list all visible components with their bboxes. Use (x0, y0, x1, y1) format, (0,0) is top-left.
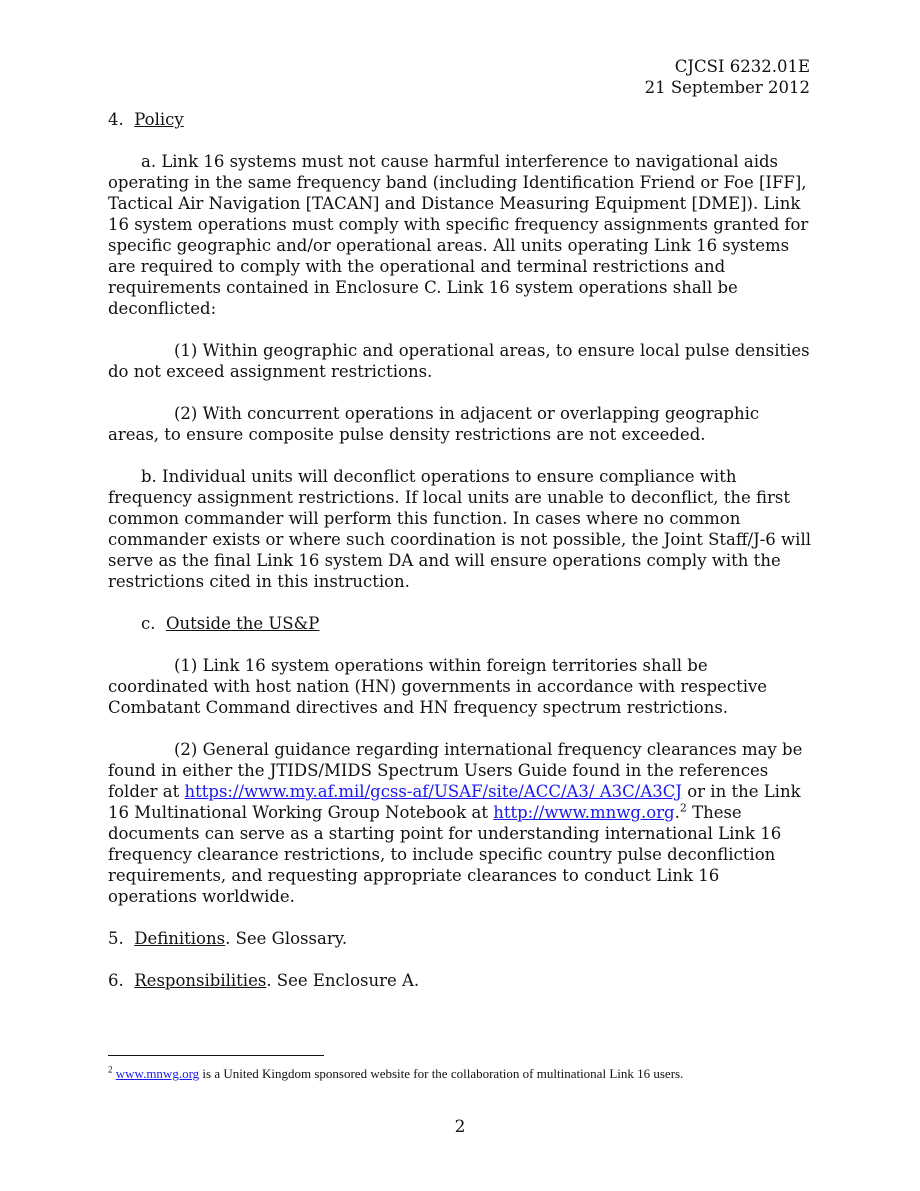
section-5-title: Definitions (134, 929, 226, 948)
section-6-title: Responsibilities (134, 971, 267, 990)
paragraph-4c2-text-4: These documents can serve as a starting point for understanding international Link 16 frequency clearance restrictions, to include specific country pulse deconfliction requirements, and requesting appropriate clearances to conduct Link 16 operations worldwide. (108, 803, 782, 906)
document-id: CJCSI 6232.01E (674, 57, 810, 76)
section-6-text: . See Enclosure A. (266, 971, 420, 990)
paragraph-4c2-text-1: (2) General guidance regarding international frequency clearances may be found in either the JTIDS/MIDS Spectrum Users Guide found in the references folder at (108, 740, 803, 801)
paragraph-4a1: (1) Within geographic and operational areas, to ensure local pulse densities do not exceed assignment restrictions. (108, 341, 810, 381)
footnote-mnwg-link[interactable]: www.mnwg.org (115, 1066, 200, 1081)
section-5-number: 5. (108, 929, 124, 948)
section-6 (108, 970, 813, 991)
footnote-marker: 2 (108, 1064, 113, 1075)
paragraph-4c2-text-2: or in the Link 16 Multinational Working Group Notebook at (108, 782, 801, 822)
paragraph-4a: a. Link 16 systems must not cause harmful interference to navigational aids operating in the same frequency band (including Identification Friend or Foe [IFF], Tactical Air Navigation [TACAN] and Distance Measuring Equipment [DME]). Link 16 system operations must comply with specific frequency assignments granted for specific geographic and/or operational areas. All units operating Link 16 systems are required to comply with the operational and terminal restrictions and requirements contained in Enclosure C. Link 16 system operations shall be deconflicted: (108, 152, 809, 318)
document-date: 21 September 2012 (644, 78, 810, 97)
paragraph-4c2-text-3: . (674, 803, 680, 822)
document-header (645, 56, 810, 98)
page-number: 2 (454, 1117, 466, 1137)
section-4-number: 4. (108, 110, 124, 129)
paragraph-4c-label: c. (141, 614, 156, 633)
footnote-divider (108, 1055, 324, 1056)
mnwg-link[interactable]: http://www.mnwg.org (493, 803, 675, 822)
section-6-number: 6. (108, 971, 124, 990)
footnote-text: is a United Kingdom sponsored website for the collaboration of multinational Link 16 users. (199, 1066, 684, 1081)
section-4-title: Policy (134, 110, 184, 129)
paragraph-4b: b. Individual units will deconflict operations to ensure compliance with frequency assignment restrictions. If local units are unable to deconflict, the first common commander will perform this function. In cases where no common commander exists or where such coordination is not possible, the Joint Staff/J-6 will serve as the final Link 16 system DA and will ensure operations comply with the restrictions cited in this instruction. (108, 467, 812, 591)
acc-a3cj-link[interactable]: https://www.my.af.mil/gcss-af/USAF/site/ACC/A3/ A3C/A3CJ (184, 782, 682, 801)
section-4-heading (108, 109, 813, 130)
paragraph-4c-heading (108, 613, 813, 634)
footnote-reference[interactable]: 2 (679, 801, 687, 815)
paragraph-4c1: (1) Link 16 system operations within foreign territories shall be coordinated with host nation (HN) governments in accordance with respective Combatant Command directives and HN frequency spectrum restrictions. (108, 656, 768, 717)
document-body (108, 109, 813, 1012)
paragraph-4c2 (108, 739, 813, 907)
paragraph-4a2: (2) With concurrent operations in adjacent or overlapping geographic areas, to ensure composite pulse density restrictions are not exceeded. (108, 404, 760, 444)
paragraph-4c-title: Outside the US&P (166, 614, 320, 633)
section-5-text: . See Glossary. (225, 929, 348, 948)
section-5 (108, 928, 813, 949)
footnote (108, 1065, 828, 1082)
